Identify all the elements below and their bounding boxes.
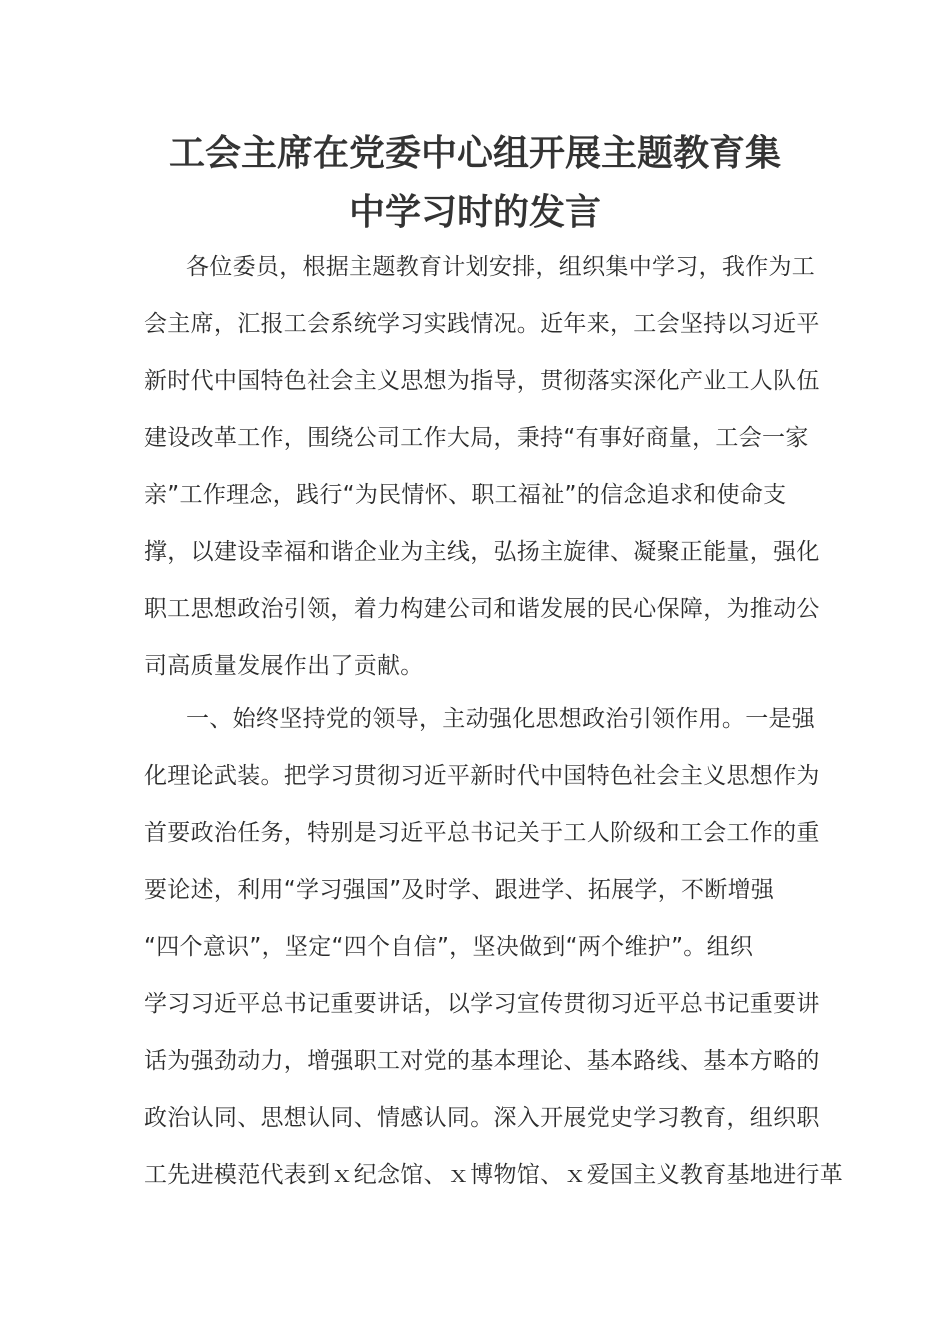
paragraph-1-line-2: 会主席，汇报工会系统学习实践情况。近年来，工会坚持以习近平 [144,311,820,337]
document-title-line-2: 中学习时的发言 [348,192,601,233]
paragraph-2-line-6: 学习习近平总书记重要讲话，以学习宣传贯彻习近平总书记重要讲 [144,991,820,1017]
paragraph-2-line-9: 工先进模范代表到ｘ纪念馆、ｘ博物馆、ｘ爱国主义教育基地进行革 [144,1162,843,1188]
paragraph-1-line-8: 司高质量发展作出了贡献。 [144,653,424,679]
paragraph-2-line-3: 首要政治任务，特别是习近平总书记关于工人阶级和工会工作的重 [144,820,820,846]
paragraph-2-line-5: “四个意识”，坚定“四个自信”，坚决做到“两个维护”。组织 [144,934,754,960]
paragraph-1-line-7: 职工思想政治引领，着力构建公司和谐发展的民心保障，为推动公 [144,596,820,622]
paragraph-2-line-2: 化理论武装。把学习贯彻习近平新时代中国特色社会主义思想作为 [144,763,820,789]
paragraph-1-line-1: 各位委员，根据主题教育计划安排，组织集中学习，我作为工 [186,254,816,280]
paragraph-1-line-4: 建设改革工作，围绕公司工作大局，秉持“有事好商量，工会一家 [144,425,809,451]
paragraph-1-line-6: 撑，以建设幸福和谐企业为主线，弘扬主旋律、凝聚正能量，强化 [144,539,820,565]
paragraph-2-line-1: 一、始终坚持党的领导，主动强化思想政治引领作用。一是强 [186,706,816,732]
paragraph-2-line-4: 要论述，利用“学习强国”及时学、跟进学、拓展学，不断增强 [144,877,775,903]
paragraph-2-line-8: 政治认同、思想认同、情感认同。深入开展党史学习教育，组织职 [144,1105,820,1131]
paragraph-2-line-7: 话为强劲动力，增强职工对党的基本理论、基本路线、基本方略的 [144,1048,820,1074]
document-title-line-1: 工会主席在党委中心组开展主题教育集 [168,133,781,174]
paragraph-1-line-3: 新时代中国特色社会主义思想为指导，贯彻落实深化产业工人队伍 [144,368,820,394]
paragraph-1-line-5: 亲”工作理念，践行“为民情怀、职工福祉”的信念追求和使命支 [144,482,787,508]
